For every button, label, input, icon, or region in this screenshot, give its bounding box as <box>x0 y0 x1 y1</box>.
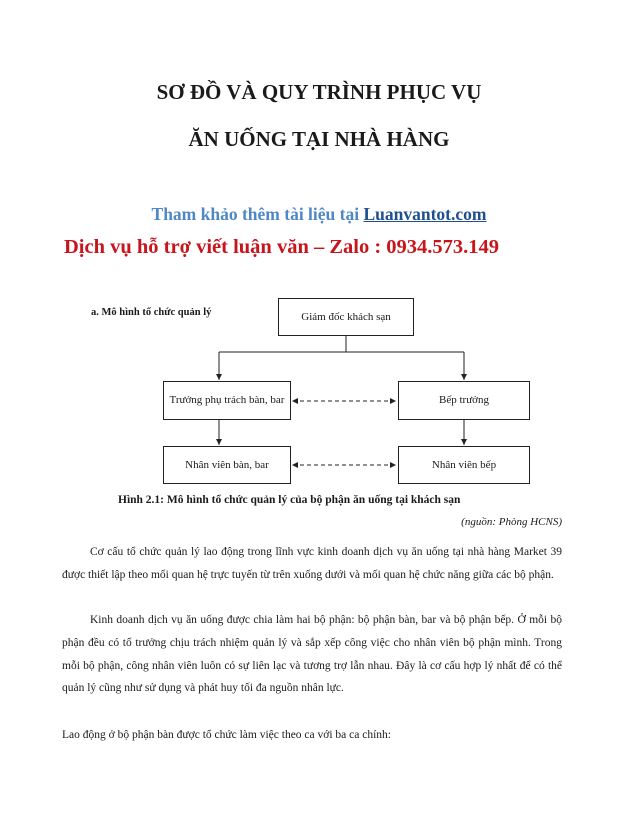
org-box-director: Giám đốc khách sạn <box>278 298 414 336</box>
org-box-staff-kitchen: Nhân viên bếp <box>398 446 530 484</box>
paragraph <box>62 724 562 747</box>
paragraph-text: Cơ cấu tổ chức quản lý lao động trong lĩnh vực kinh doanh dịch vụ ăn uống tại nhà hàng Market 39 được thiết lập theo mối quan hệ trực tuyến từ trên xuống dưới và mối quan hệ chức năng giữa các bộ phận. <box>62 546 562 581</box>
page-title-line-2: ĂN UỐNG TẠI NHÀ HÀNG <box>188 127 450 151</box>
reference-prefix: Tham khảo thêm tài liệu tại <box>151 204 364 224</box>
org-box-head-dining: Trưởng phụ trách bàn, bar <box>163 381 291 420</box>
org-box-head-chef: Bếp trưởng <box>398 381 530 420</box>
service-line: Dịch vụ hỗ trợ viết luận văn – Zalo : 0934.573.149 <box>64 236 500 258</box>
paragraph <box>62 541 562 587</box>
reference-site-link[interactable]: Luanvantot.com <box>363 204 487 224</box>
org-box-staff-dining: Nhân viên bàn, bar <box>163 446 291 484</box>
paragraph <box>62 609 562 700</box>
page-title-line-1: SƠ ĐỒ VÀ QUY TRÌNH PHỤC VỤ <box>156 80 482 104</box>
section-heading: a. Mô hình tổ chức quản lý <box>91 307 212 318</box>
figure-caption: Hình 2.1: Mô hình tổ chức quản lý của bộ phận ăn uống tại khách sạn <box>118 494 461 506</box>
paragraph-text: Lao động ở bộ phận bàn được tổ chức làm việc theo ca với ba ca chính: <box>62 729 391 741</box>
paragraph-text: Kinh doanh dịch vụ ăn uống được chia làm hai bộ phận: bộ phận bàn, bar và bộ phận bếp. Ở mỗi bộ phận đều có tổ trưởng chịu trách nhiệm quản lý và sắp xếp công việc cho nhân viên bộ phận mình. Trong mỗi bộ phận, công nhân viên luôn có sự liên lạc và tương trợ lẫn nhau. Đây là cơ cấu hợp lý nhất để có thể quản lý cũng như sử dụng và phát huy tối đa nguồn nhân lực. <box>62 614 562 695</box>
figure-source: (nguồn: Phòng HCNS) <box>461 516 562 528</box>
